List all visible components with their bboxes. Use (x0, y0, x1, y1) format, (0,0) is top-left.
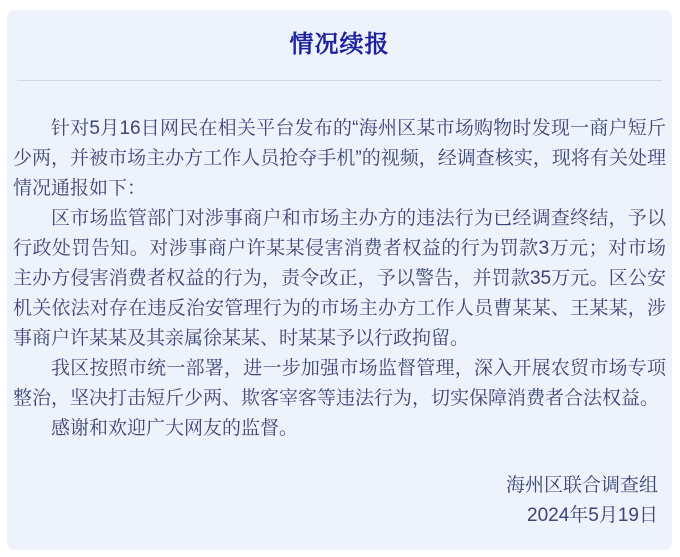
signature-organization: 海州区联合调查组 (505, 475, 658, 496)
paragraph-report-intro: 针对5月16日网民在相关平台发布的“海州区某市场购物时发现一商户短斤少两，并被市场主办方工作人员抢夺手机”的视频，经调查核实，现将有关处理情况通报如下： (13, 118, 666, 199)
notice-signature-block (7, 471, 672, 531)
notice-title: 情况续报 (289, 31, 390, 58)
paragraph-market-rectification: 我区按照市统一部署，进一步加强市场监督管理，深入开展农贸市场专项整治，坚决打击短斤少两、欺客宰客等违法行为，切实保障消费者合法权益。 (13, 358, 666, 409)
notice-body (7, 114, 672, 444)
signature-date: 2024年5月19日 (527, 505, 658, 526)
paragraph-penalty-details: 区市场监管部门对涉事商户和市场主办方的违法行为已经调查终结，予以行政处罚告知。对涉事商户许某某侵害消费者权益的行为罚款3万元；对市场主办方侵害消费者权益的行为，责令改正，予以警告，并罚款35万元。区公安机关依法对存在违反治安管理行为的市场主办方工作人员曹某某、王某某，涉事商户许某某及其亲属徐某某、时某某予以行政拘留。 (13, 208, 666, 349)
title-divider (17, 80, 662, 81)
notice-panel (7, 10, 672, 550)
paragraph-thanks: 感谢和欢迎广大网友的监督。 (51, 418, 299, 439)
